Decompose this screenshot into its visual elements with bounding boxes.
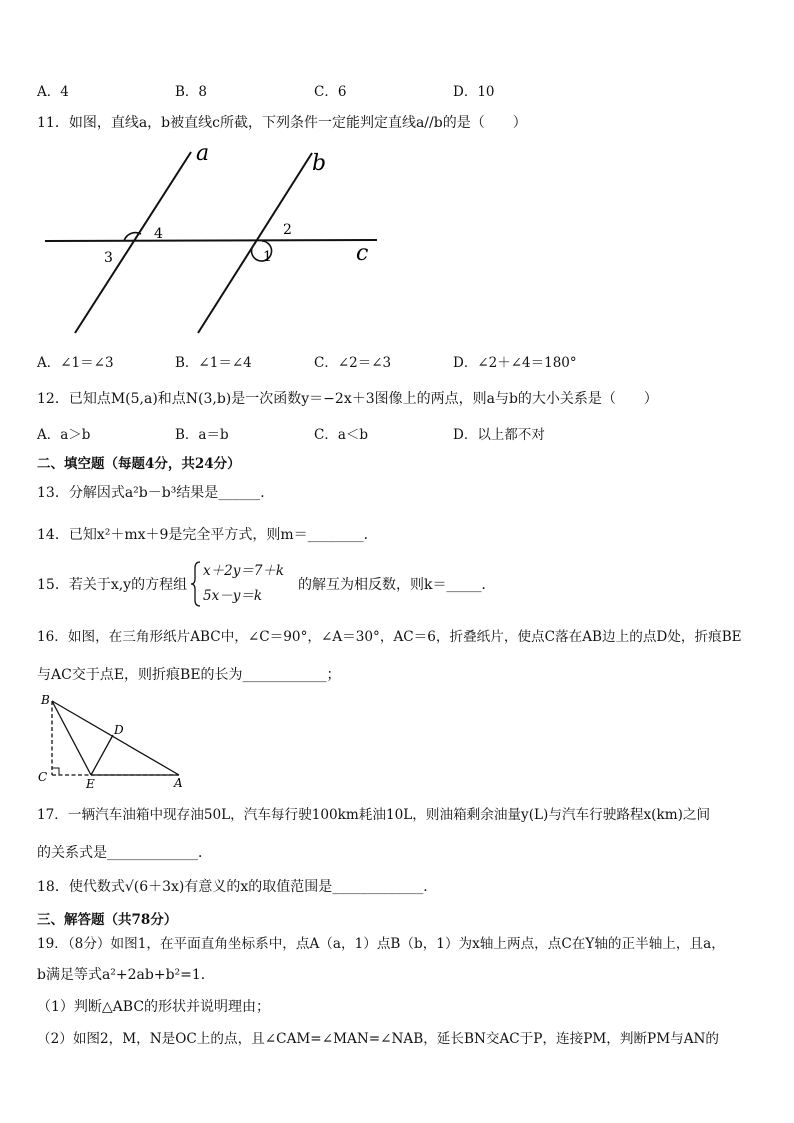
q18-text: 18．使代数式√(6＋3x)有意义的x的取值范围是_____________． — [37, 879, 438, 895]
q19-line1: 19．（8分）如图1，在平面直角坐标系中，点A（a，1）点B（b，1）为x轴上两点，点C在Y轴的正半轴上，且a， — [37, 936, 725, 952]
q12-option-b: B．a＝b — [175, 427, 229, 443]
q16-label-b: B — [41, 693, 50, 707]
q17-line2: 的关系式是_____________． — [37, 845, 212, 861]
q11-label-3: 3 — [104, 250, 113, 266]
q11-label-b: b — [312, 151, 327, 176]
q11-option-d: D．∠2＋∠4＝180° — [453, 355, 577, 371]
section2-heading: 二、填空题（每题4分，共24分） — [37, 456, 241, 472]
q15-equation-2: 5x－y＝k — [203, 588, 263, 604]
q16-label-a: A — [174, 776, 183, 790]
q11-option-c: C．∠2＝∠3 — [314, 355, 392, 371]
q15-post: 的解互为相反数，则k＝_____． — [298, 577, 496, 593]
q14-text: 14．已知x²＋mx＋9是完全平方式，则m＝________． — [37, 527, 378, 543]
q11-label-4: 4 — [154, 226, 163, 242]
q11-option-b: B．∠1＝∠4 — [175, 355, 252, 371]
q10-option-d: D．10 — [453, 84, 495, 100]
q19-sub2: （2）如图2，M，N是OC上的点，且∠CAM=∠MAN=∠NAB，延长BN交AC于P，连接PM，判断PM与AN的 — [37, 1031, 720, 1047]
q13-text: 13．分解因式a²b－b³结果是______． — [37, 485, 275, 501]
q11-label-a: a — [196, 141, 210, 166]
q11-label-c: c — [356, 241, 369, 266]
q10-option-b: B．8 — [175, 84, 208, 100]
q17-line1: 17．一辆汽车油箱中现存油50L，汽车每行驶100km耗油10L，则油箱剩余油量y(L)与汽车行驶路程x(km)之间 — [37, 807, 711, 823]
q10-option-a: A．4 — [37, 84, 69, 100]
q15-brace — [190, 560, 202, 608]
q11-option-a: A．∠1＝∠3 — [37, 355, 114, 371]
q12-option-d: D．以上都不对 — [453, 427, 545, 443]
q19-line2: b满足等式a²+2ab+b²=1． — [37, 967, 215, 983]
q12-option-c: C．a＜b — [314, 427, 369, 443]
q16-line2: 与AC交于点E，则折痕BE的长为____________； — [37, 667, 341, 683]
q11-stem: 11．如图，直线a，b被直线c所截，下列条件一定能判定直线a//b的是（ ） — [37, 115, 527, 131]
q15-equation-1: x＋2y＝7＋k — [203, 563, 285, 579]
q16-triangle-figure — [36, 690, 191, 790]
q12-option-a: A．a＞b — [37, 427, 91, 443]
q16-label-e: E — [86, 777, 95, 790]
q19-sub1: （1）判断△ABC的形状并说明理由； — [37, 999, 271, 1015]
section3-heading: 三、解答题（共78分） — [37, 912, 178, 928]
q16-line1: 16．如图，在三角形纸片ABC中，∠C＝90°，∠A＝30°，AC＝6，折叠纸片，使点C落在AB边上的点D处，折痕BE — [37, 629, 742, 645]
q10-option-c: C．6 — [314, 84, 347, 100]
q11-label-1: 1 — [263, 249, 272, 265]
q16-label-c: C — [38, 770, 48, 784]
q11-parallel-lines-figure — [40, 140, 385, 340]
q15-pre: 15．若关于x,y的方程组 — [37, 577, 188, 593]
q16-label-d: D — [114, 723, 124, 737]
q11-label-2: 2 — [283, 222, 292, 238]
q12-stem: 12．已知点M(5,a)和点N(3,b)是一次函数y＝−2x＋3图像上的两点，则a与b的大小关系是（ ） — [37, 391, 658, 407]
